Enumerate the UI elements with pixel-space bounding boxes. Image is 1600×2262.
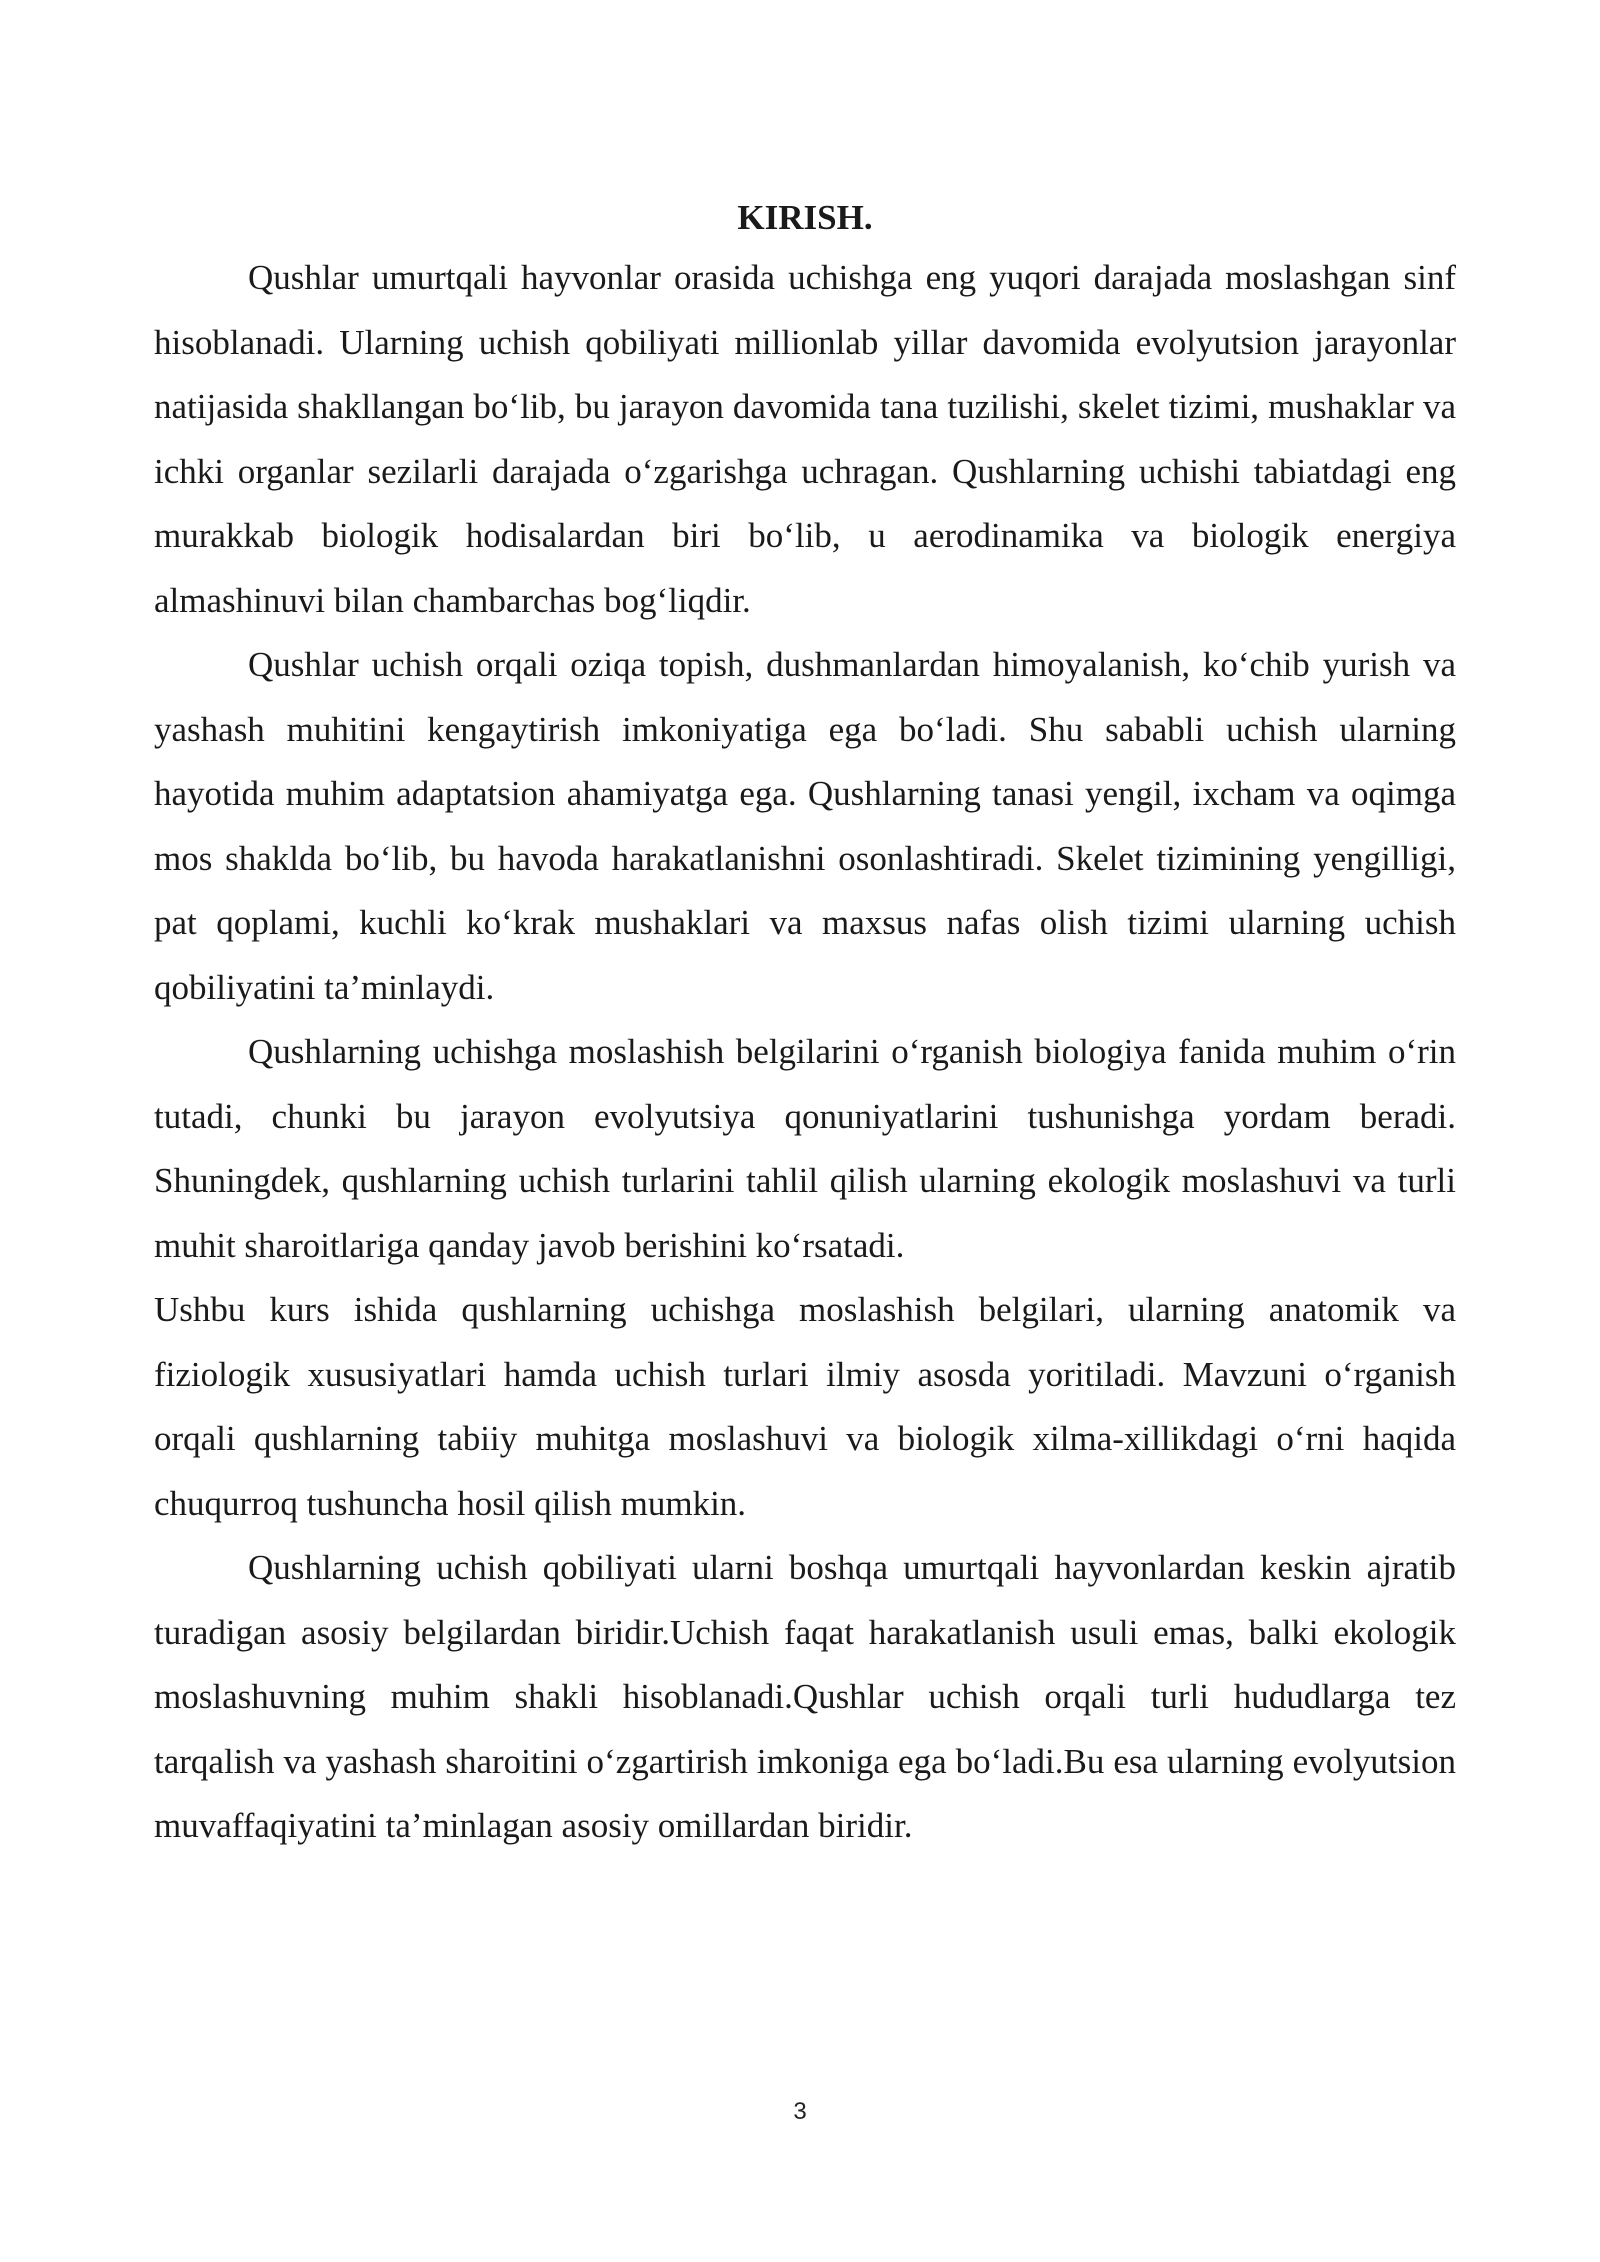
paragraph-4: Ushbu kurs ishida qushlarning uchishga moslashish belgilari, ularning anatomik va fiziologik xususiyatlari hamda uchish turlari ilmiy asosda yoritiladi. Mavzuni o‘rganish orqali qushlarning tabiiy muhitga moslashuvi va biologik xilma-xillikdagi o‘rni haqida chuqurroq tushuncha hosil qilish mumkin. (154, 1290, 1456, 1523)
page-number: 3 (793, 2098, 807, 2125)
paragraph-1: Qushlar umurtqali hayvonlar orasida uchishga eng yuqori darajada moslashgan sinf hisoblanadi. Ularning uchish qobiliyati millionlab yillar davomida evolyutsion jarayonlar natijasida shakllangan bo‘lib, bu jarayon davomida tana tuzilishi, skelet tizimi, mushaklar va ichki organlar sezilarli darajada o‘zgarishga uchragan. Qushlarning uchishi tabiatdagi eng murakkab biologik hodisalardan biri bo‘lib, u aerodinamika va biologik energiya almashinuvi bilan chambarchas bog‘liqdir. (154, 258, 1456, 620)
paragraph-2: Qushlar uchish orqali oziqa topish, dushmanlardan himoyalanish, ko‘chib yurish va yashash muhitini kengaytirish imkoniyatiga ega bo‘ladi. Shu sababli uchish ularning hayotida muhim adaptatsion ahamiyatga ega. Qushlarning tanasi yengil, ixcham va oqimga mos shaklda bo‘lib, bu havoda harakatlanishni osonlashtiradi. Skelet tizimining yengilligi, pat qoplami, kuchli ko‘krak mushaklari va maxsus nafas olish tizimi ularning uchish qobiliyatini ta’minlaydi. (154, 645, 1456, 1007)
document-page (154, 190, 1456, 1859)
section-heading: KIRISH. (737, 198, 873, 237)
paragraph-3: Qushlarning uchishga moslashish belgilarini o‘rganish biologiya fanida muhim o‘rin tutadi, chunki bu jarayon evolyutsiya qonuniyatlarini tushunishga yordam beradi. Shuningdek, qushlarning uchish turlarini tahlil qilish ularning ekologik moslashuvi va turli muhit sharoitlariga qanday javob berishini ko‘rsatadi. (154, 1032, 1456, 1265)
paragraph-5: Qushlarning uchish qobiliyati ularni boshqa umurtqali hayvonlardan keskin ajratib turadigan asosiy belgilardan biridir.Uchish faqat harakatlanish usuli emas, balki ekologik moslashuvning muhim shakli hisoblanadi.Qushlar uchish orqali turli hududlarga tez tarqalish va yashash sharoitini o‘zgartirish imkoniga ega bo‘ladi.Bu esa ularning evolyutsion muvaffaqiyatini ta’minlagan asosiy omillardan biridir. (154, 1548, 1456, 1845)
